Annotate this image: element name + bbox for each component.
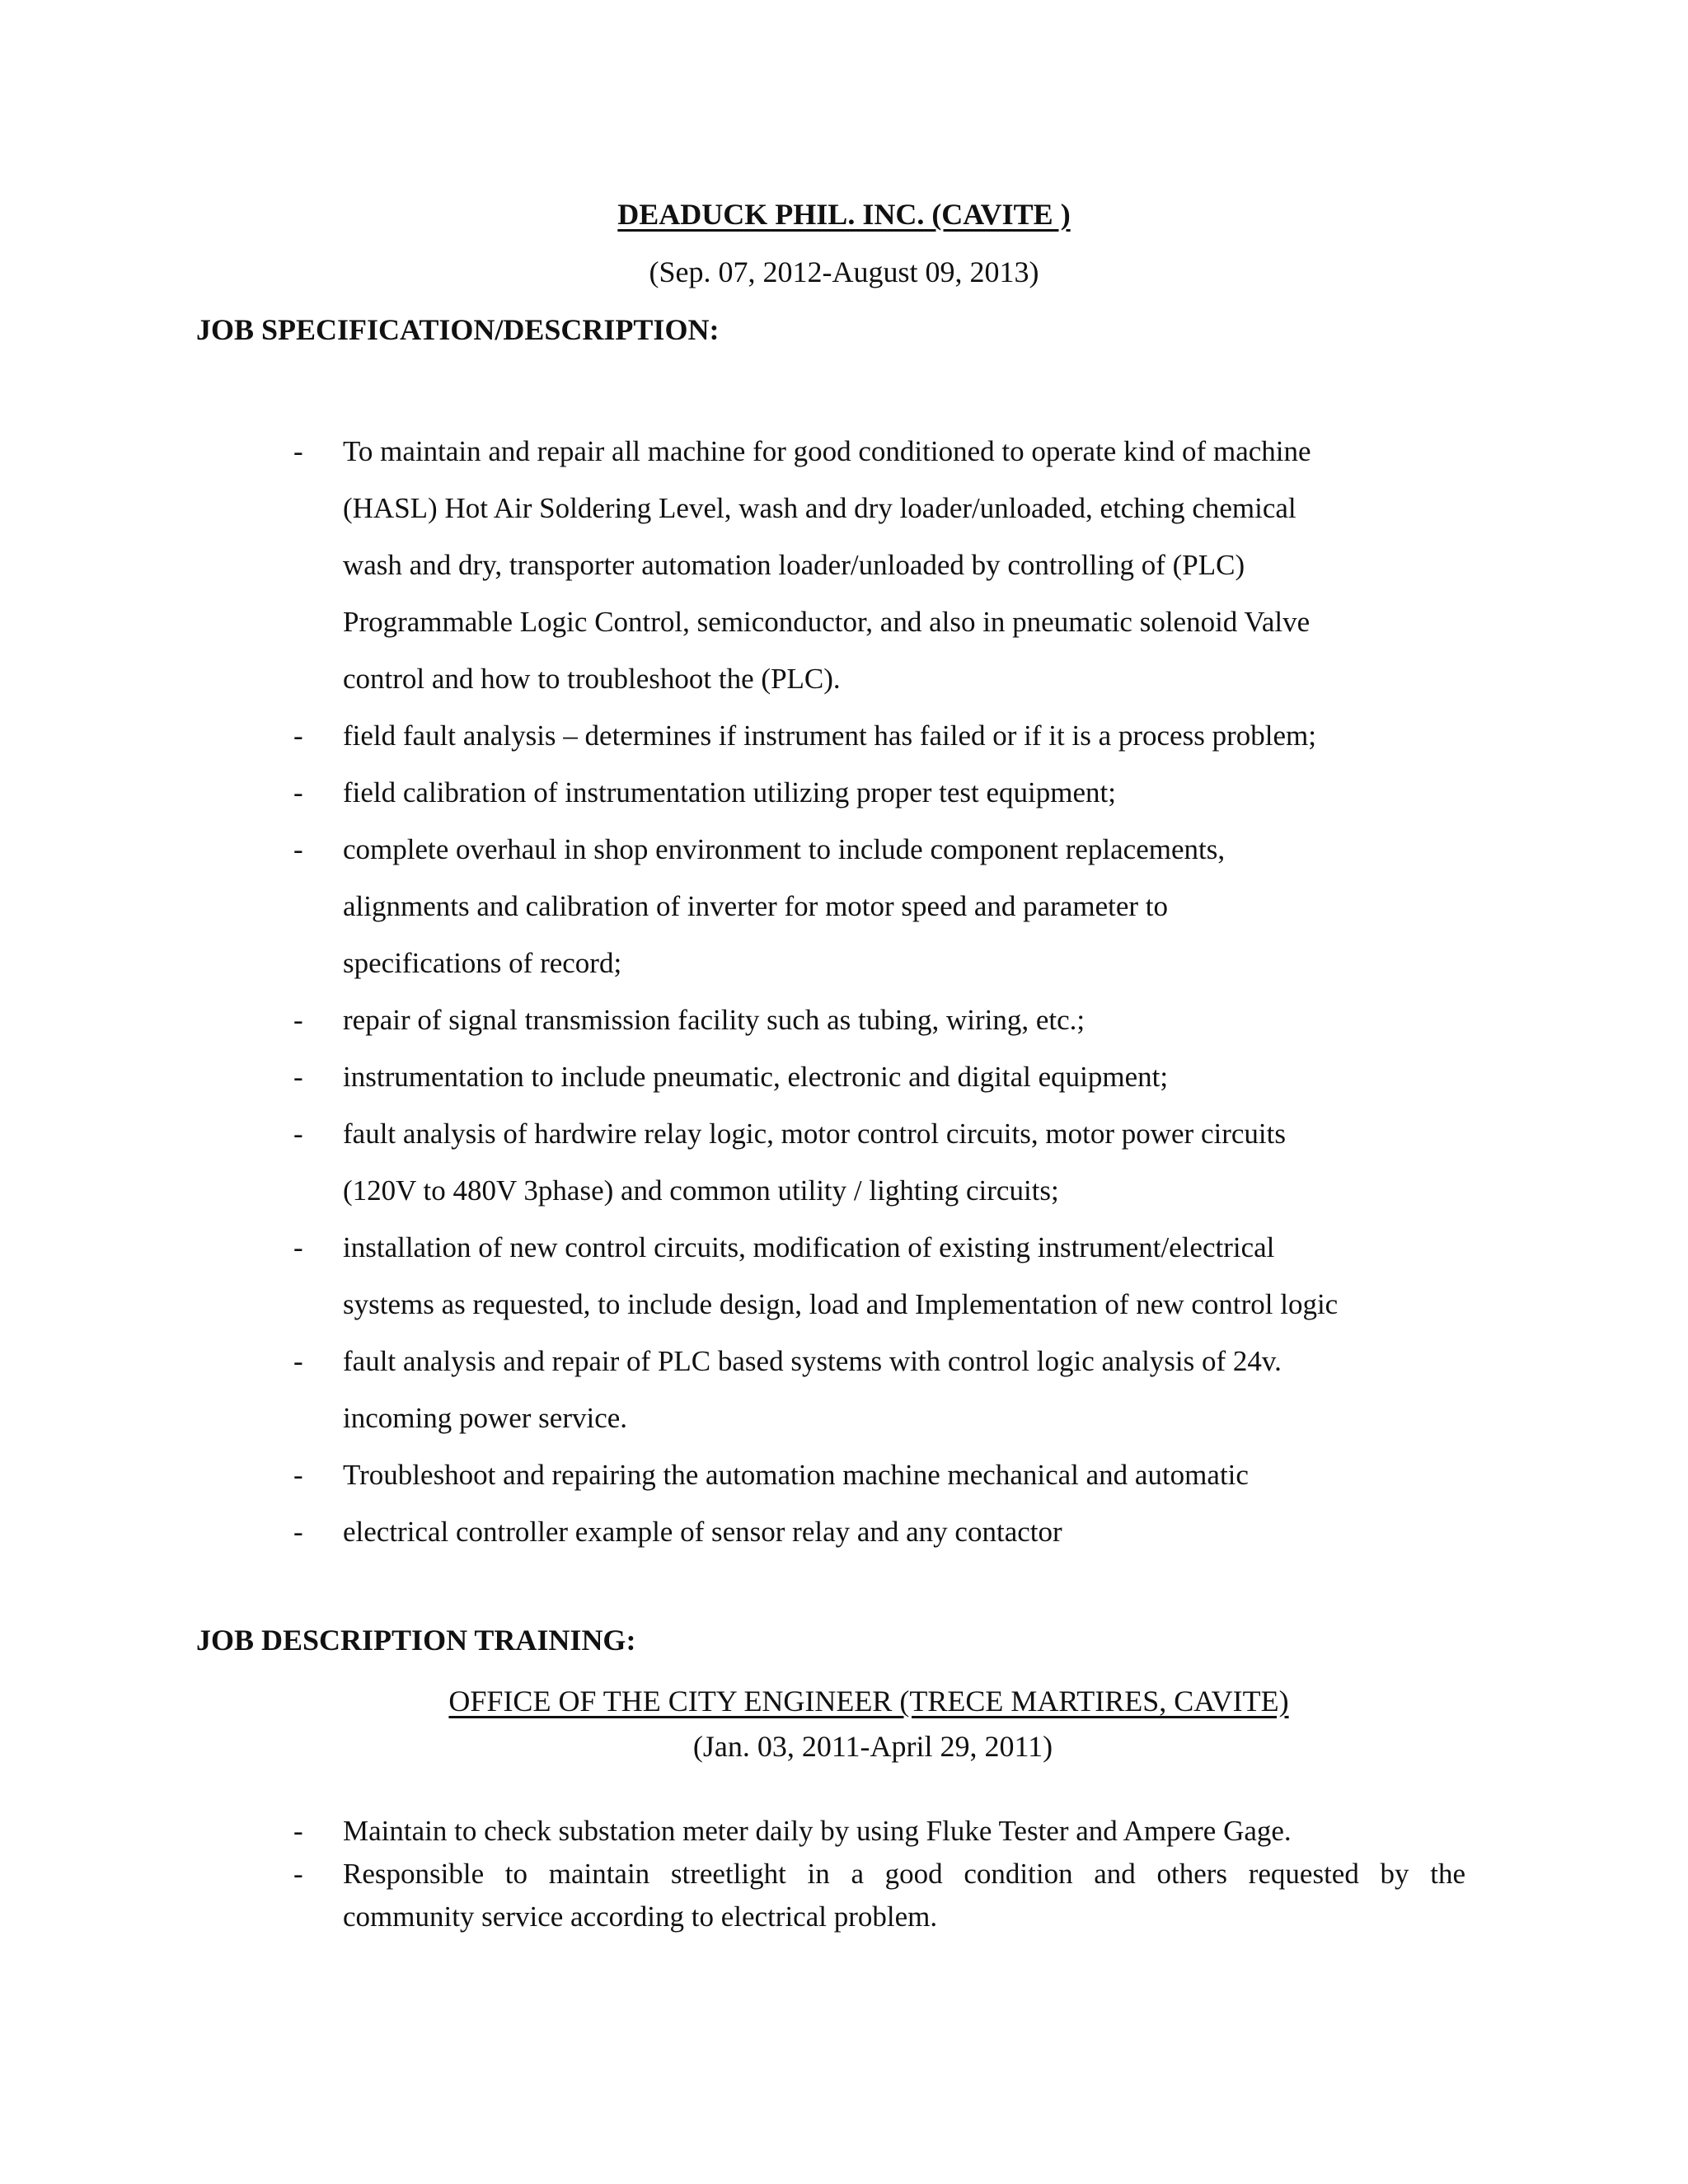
text-line: specifications of record;	[343, 947, 622, 979]
dash-bullet: -	[293, 1345, 303, 1377]
dash-bullet: -	[293, 1858, 303, 1890]
list-item	[0, 1219, 1688, 1333]
text-line: field fault analysis – determines if instrument has failed or if it is a process problem;	[343, 719, 1316, 752]
text-line: Responsible to maintain streetlight in a good condition and others requested by the	[343, 1858, 1465, 1890]
training-office-title: OFFICE OF THE CITY ENGINEER (TRECE MARTIRES, CAVITE)	[448, 1685, 1289, 1718]
dash-bullet: -	[293, 1459, 303, 1491]
text-line: repair of signal transmission facility such as tubing, wiring, etc.;	[343, 1004, 1085, 1036]
dash-bullet: -	[293, 1004, 303, 1036]
dash-bullet: -	[293, 776, 303, 808]
text-line: (HASL) Hot Air Soldering Level, wash and dry loader/unloaded, etching chemical	[343, 492, 1296, 524]
list-item-text	[0, 1810, 1688, 1853]
text-line: electrical controller example of sensor relay and any contactor	[343, 1516, 1062, 1548]
dash-bullet: -	[293, 1231, 303, 1263]
text-line: alignments and calibration of inverter for motor speed and parameter to	[343, 890, 1169, 922]
list-item-text	[0, 423, 1688, 707]
list-item-text	[0, 1219, 1688, 1333]
list-item	[0, 1853, 1688, 1938]
text-line: To maintain and repair all machine for good conditioned to operate kind of machine	[343, 435, 1311, 467]
list-item-text	[0, 1503, 1688, 1560]
list-item-text	[0, 1333, 1688, 1446]
text-line: instrumentation to include pneumatic, electronic and digital equipment;	[343, 1061, 1169, 1093]
company-employment-dates: (Sep. 07, 2012-August 09, 2013)	[649, 255, 1039, 288]
text-line: incoming power service.	[343, 1402, 628, 1434]
text-line: Programmable Logic Control, semiconductor, and also in pneumatic solenoid Valve	[343, 606, 1311, 638]
list-item	[0, 991, 1688, 1048]
list-item	[0, 821, 1688, 991]
text-line: wash and dry, transporter automation loader/unloaded by controlling of (PLC)	[343, 549, 1245, 581]
list-item-text	[0, 1105, 1688, 1219]
list-item-text	[0, 991, 1688, 1048]
job-specification-list	[0, 423, 1688, 1560]
list-item-text	[0, 1853, 1688, 1938]
text-line: community service according to electrical problem.	[343, 1900, 938, 1933]
training-duties-list	[0, 1810, 1688, 1938]
text-line: complete overhaul in shop environment to include component replacements,	[343, 833, 1226, 865]
list-item	[0, 1503, 1688, 1560]
company-title: DEADUCK PHIL. INC. (CAVITE )	[617, 198, 1071, 231]
text-line: (120V to 480V 3phase) and common utility / lighting circuits;	[343, 1174, 1059, 1207]
text-line: field calibration of instrumentation utilizing proper test equipment;	[343, 776, 1116, 808]
list-item	[0, 764, 1688, 821]
section-heading-job-specification: JOB SPECIFICATION/DESCRIPTION:	[196, 313, 720, 346]
dash-bullet: -	[293, 1061, 303, 1093]
list-item-text	[0, 1048, 1688, 1105]
section-heading-job-training: JOB DESCRIPTION TRAINING:	[196, 1624, 636, 1657]
text-line: Troubleshoot and repairing the automation machine mechanical and automatic	[343, 1459, 1249, 1491]
text-line: control and how to troubleshoot the (PLC).	[343, 663, 841, 695]
dash-bullet: -	[293, 1118, 303, 1150]
text-line: fault analysis and repair of PLC based systems with control logic analysis of 24v.	[343, 1345, 1282, 1377]
list-item-text	[0, 821, 1688, 991]
list-item	[0, 1105, 1688, 1219]
list-item	[0, 423, 1688, 707]
list-item	[0, 1810, 1688, 1853]
list-item	[0, 1048, 1688, 1105]
list-item	[0, 707, 1688, 764]
training-dates: (Jan. 03, 2011-April 29, 2011)	[692, 1730, 1053, 1763]
dash-bullet: -	[293, 719, 303, 752]
text-line: installation of new control circuits, modification of existing instrument/electrical	[343, 1231, 1275, 1263]
dash-bullet: -	[293, 1516, 303, 1548]
list-item-text	[0, 1446, 1688, 1503]
text-line: systems as requested, to include design, load and Implementation of new control logic	[343, 1288, 1339, 1320]
dash-bullet: -	[293, 1815, 303, 1847]
text-line: Maintain to check substation meter daily by using Fluke Tester and Ampere Gage.	[343, 1815, 1292, 1847]
list-item-text	[0, 707, 1688, 764]
text-line: fault analysis of hardwire relay logic, motor control circuits, motor power circuits	[343, 1118, 1286, 1150]
list-item-text	[0, 764, 1688, 821]
list-item	[0, 1446, 1688, 1503]
dash-bullet: -	[293, 435, 303, 467]
dash-bullet: -	[293, 833, 303, 865]
list-item	[0, 1333, 1688, 1446]
